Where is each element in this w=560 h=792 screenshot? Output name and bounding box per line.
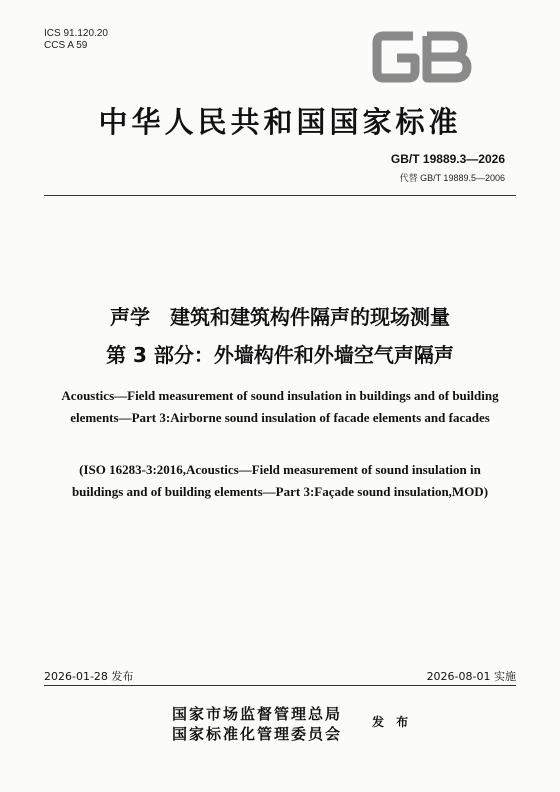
chinese-title-line-2: 第 3 部分：外墙构件和外墙空气声隔声 — [106, 343, 454, 367]
footer-divider — [44, 685, 516, 686]
english-title-line-2: elements—Part 3:Airborne sound insulation of facade elements and facades — [70, 410, 490, 425]
classification-codes — [44, 28, 108, 52]
english-title-line-1: Acoustics—Field measurement of sound insulation in buildings and of building — [61, 388, 499, 403]
header-divider — [44, 195, 516, 196]
standard-category-title: 中华人民共和国国家标准 — [98, 105, 462, 139]
iso-reference-line-1: (ISO 16283-3:2016,Acoustics—Field measurement of sound insulation in — [79, 462, 481, 477]
publisher-samr: 国家市场监督管理总局 — [172, 705, 343, 723]
publish-label: 发 布 — [372, 715, 413, 729]
gb-logo — [369, 26, 475, 88]
iso-reference-line-2: buildings and of building elements—Part 3:Façade sound insulation,MOD) — [71, 484, 489, 499]
ics-code: ICS 91.120.20 — [44, 28, 108, 39]
english-title — [0, 385, 560, 429]
publisher-sac: 国家标准化管理委员会 — [172, 725, 343, 743]
publishers — [172, 704, 342, 744]
implementation-date: 2026-08-01 实施 — [426, 670, 516, 683]
standard-number: GB/T 19889.3—2026 — [390, 152, 505, 166]
issue-date: 2026-01-28 发布 — [44, 670, 134, 683]
iso-reference — [0, 459, 560, 503]
replaced-standard: 代替 GB/T 19889.5—2006 — [399, 173, 505, 183]
chinese-title-line-1: 声学 建筑和建筑构件隔声的现场测量 — [110, 305, 450, 329]
ccs-code: CCS A 59 — [44, 40, 88, 51]
